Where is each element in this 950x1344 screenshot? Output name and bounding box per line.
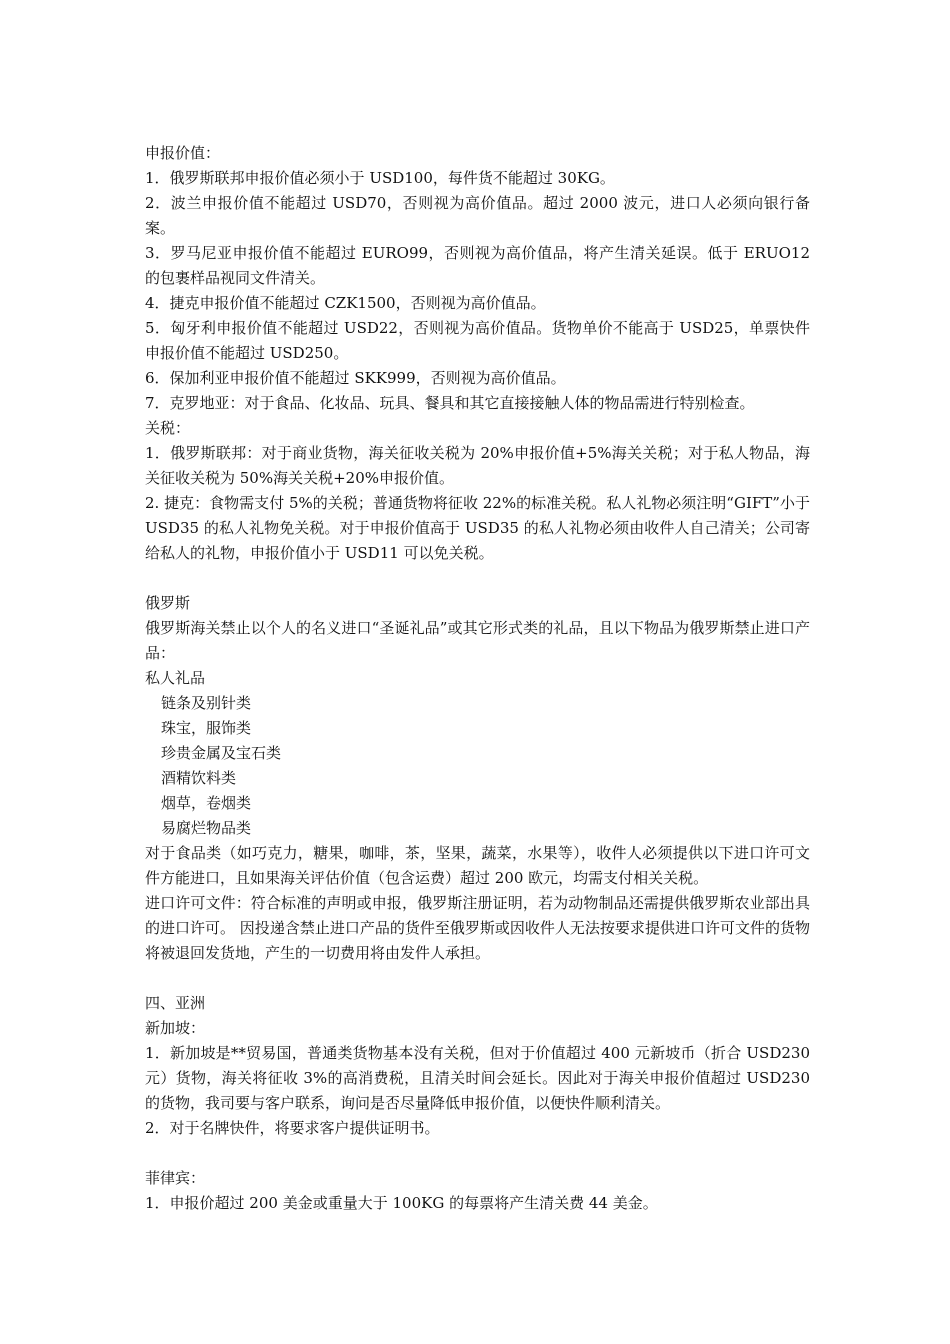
asia-heading: 四、亚洲 (145, 994, 206, 1012)
philippines-heading: 菲律宾： (145, 1169, 206, 1187)
singapore-heading: 新加坡： (145, 1019, 206, 1037)
spacer (145, 566, 810, 591)
tariff-item-1: 1．俄罗斯联邦：对于商业货物，海关征收关税为 20%申报价值+5%海关关税；对于私人物品，海关征收关税为 50%海关关税+20%申报价值。 (145, 444, 810, 487)
spacer (145, 1141, 810, 1166)
russia-permit-paragraph: 进口许可文件：符合标准的声明或申报，俄罗斯注册证明，若为动物制品还需提供俄罗斯农业部出具的进口许可。 因投递含禁止进口产品的货件至俄罗斯或因收件人无法按要求提供进口许可文件的货物将被退回发货地，产生的一切费用将由发件人承担。 (145, 894, 810, 962)
russia-list-item: 珠宝，服饰类 (161, 719, 252, 737)
tariff-item-2: 2. 捷克：食物需支付 5%的关税；普通货物将征收 22%的标准关税。私人礼物必须注明“GIFT”小于 USD35 的私人礼物免关税。对于申报价值高于 USD35 的私人礼物必须由收件人自己清关；公司寄给私人的礼物，申报价值小于 USD11 可以免关税。 (145, 494, 810, 562)
russia-list-item: 烟草，卷烟类 (161, 794, 252, 812)
russia-subheading: 私人礼品 (145, 669, 206, 687)
russia-food-paragraph: 对于食品类（如巧克力，糖果，咖啡，茶，坚果，蔬菜，水果等），收件人必须提供以下进口许可文件方能进口，且如果海关评估价值（包含运费）超过 200 欧元，均需支付相关关税。 (145, 844, 810, 887)
declared-value-item-2: 2．波兰申报价值不能超过 USD70，否则视为高价值品。超过 2000 波元，进口人必须向银行备案。 (145, 194, 810, 237)
russia-heading: 俄罗斯 (145, 594, 191, 612)
russia-intro: 俄罗斯海关禁止以个人的名义进口“圣诞礼品”或其它形式类的礼品，且以下物品为俄罗斯禁止进口产品： (145, 619, 810, 662)
russia-list-item: 酒精饮料类 (161, 769, 237, 787)
document-page (145, 141, 810, 1216)
declared-value-item-4: 4．捷克申报价值不能超过 CZK1500，否则视为高价值品。 (145, 294, 546, 312)
tariff-heading: 关税： (145, 419, 191, 437)
declared-value-item-6: 6．保加利亚申报价值不能超过 SKK999，否则视为高价值品。 (145, 369, 566, 387)
spacer (145, 966, 810, 991)
philippines-item-1: 1．申报价超过 200 美金或重量大于 100KG 的每票将产生清关费 44 美金。 (145, 1194, 658, 1212)
russia-list-item: 链条及别针类 (161, 694, 252, 712)
russia-list-item: 珍贵金属及宝石类 (161, 744, 282, 762)
singapore-item-1: 1．新加坡是**贸易国，普通类货物基本没有关税，但对于价值超过 400 元新坡币（折合 USD230 元）货物，海关将征收 3%的高消费税，且清关时间会延长。因此对于海关申报价值超过 USD230 的货物，我司要与客户联系，询问是否尽量降低申报价值，以便快件顺利清关。 (145, 1044, 810, 1112)
russia-list-item: 易腐烂物品类 (161, 819, 252, 837)
declared-value-item-3: 3．罗马尼亚申报价值不能超过 EURO99，否则视为高价值品，将产生清关延误。低于 ERUO12 的包裹样品视同文件清关。 (145, 244, 810, 287)
declared-value-item-7: 7．克罗地亚：对于食品、化妆品、玩具、餐具和其它直接接触人体的物品需进行特别检查。 (145, 394, 755, 412)
declared-value-item-1: 1．俄罗斯联邦申报价值必须小于 USD100，每件货不能超过 30KG。 (145, 169, 615, 187)
declared-value-item-5: 5．匈牙利申报价值不能超过 USD22，否则视为高价值品。货物单价不能高于 USD25，单票快件申报价值不能超过 USD250。 (145, 319, 810, 362)
singapore-item-2: 2．对于名牌快件，将要求客户提供证明书。 (145, 1119, 440, 1137)
declared-value-heading: 申报价值： (145, 144, 221, 162)
